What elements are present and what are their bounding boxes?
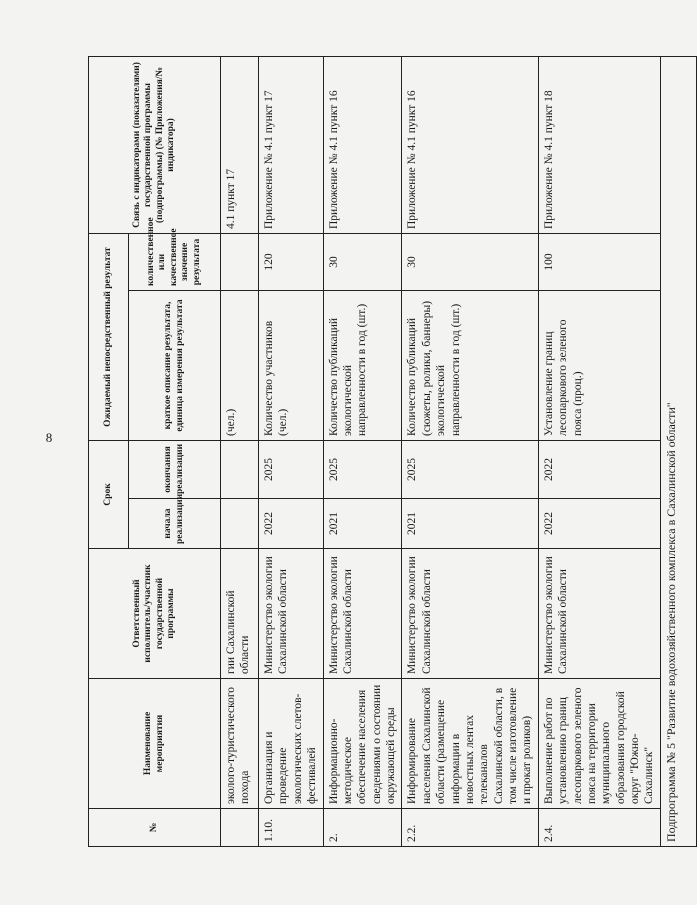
- header-expected: Ожидаемый непосредственный результат: [89, 234, 129, 441]
- row-value: [221, 234, 259, 291]
- row-value: 30: [323, 234, 402, 291]
- header-term: Срок: [89, 441, 129, 549]
- measures-table: [88, 56, 697, 847]
- row-num: [221, 809, 259, 847]
- header-quant: количественное или качественное значение результата: [129, 234, 221, 291]
- row-start: 2021: [402, 499, 538, 549]
- row-name: эколого-туристического похода: [221, 679, 259, 809]
- row-link: Приложение № 4.1 пункт 16: [323, 57, 402, 234]
- row-value: 30: [402, 234, 538, 291]
- row-num: 2.2.: [402, 809, 538, 847]
- row-name: Информирование населения Сахалинской области (размещение информации в новостных лентах телеканалов Сахалинской области, в том числе изготовление и прокат роликов): [402, 679, 538, 809]
- row-value: 120: [259, 234, 324, 291]
- row-link: Приложение № 4.1 пункт 16: [402, 57, 538, 234]
- table-row: [221, 57, 259, 847]
- table-row: [538, 57, 660, 847]
- header-link: Связь с индикаторами (показателями) государственной программы (подпрограммы) (№ Приложения/№ индикатора): [89, 57, 221, 234]
- subprogram-row: [660, 57, 696, 847]
- row-desc: Количество публикаций экологической направленности в год (шт.): [323, 291, 402, 441]
- row-end: 2022: [538, 441, 660, 499]
- row-desc: (чел.): [221, 291, 259, 441]
- row-desc: Установление границ лесопаркового зеленого пояса (проц.): [538, 291, 660, 441]
- row-end: 2025: [323, 441, 402, 499]
- header-name: Наименование мероприятия: [89, 679, 221, 809]
- row-start: 2021: [323, 499, 402, 549]
- table-row: [402, 57, 538, 847]
- subprogram-title: Подпрограмма № 5 "Развитие водохозяйственного комплекса в Сахалинской области": [660, 57, 696, 847]
- row-responsible: Министерство экологии Сахалинской области: [323, 549, 402, 679]
- row-name: Выполнение работ по установлению границ лесопаркового зеленого пояса на территории муниципального образования городской округ "Южно-Сахалинск": [538, 679, 660, 809]
- row-start: 2022: [538, 499, 660, 549]
- rotated-table-container: [88, 57, 678, 847]
- row-start: [221, 499, 259, 549]
- row-responsible: гии Сахалинской области: [221, 549, 259, 679]
- header-responsible: Ответственный исполнитель/участник государственной программы: [89, 549, 221, 679]
- row-num: 1.10.: [259, 809, 324, 847]
- row-name: Информационно-методическое обеспечение населения сведениями о состоянии окружающей среды: [323, 679, 402, 809]
- header-num: №: [89, 809, 221, 847]
- table-row: [323, 57, 402, 847]
- header-row-1: [89, 57, 129, 847]
- row-responsible: Министерство экологии Сахалинской области: [538, 549, 660, 679]
- row-num: 2.: [323, 809, 402, 847]
- row-name: Организация и проведение экологических слетов-фестивалей: [259, 679, 324, 809]
- row-end: 2025: [402, 441, 538, 499]
- page-number: 8: [45, 430, 53, 445]
- header-end: окончания реализации: [129, 441, 221, 499]
- row-value: 100: [538, 234, 660, 291]
- row-end: [221, 441, 259, 499]
- row-link: Приложение № 4.1 пункт 17: [259, 57, 324, 234]
- row-link: 4.1 пункт 17: [221, 57, 259, 234]
- row-desc: Количество участников (чел.): [259, 291, 324, 441]
- header-short-desc: краткое описание результата, единица измерения результата: [129, 291, 221, 441]
- row-responsible: Министерство экологии Сахалинской области: [259, 549, 324, 679]
- header-start: начала реализации: [129, 499, 221, 549]
- row-responsible: Министерство экологии Сахалинской области: [402, 549, 538, 679]
- table-row: [259, 57, 324, 847]
- row-num: 2.4.: [538, 809, 660, 847]
- row-desc: Количество публикаций (сюжеты, ролики, баннеры) экологической направленности в год (шт.): [402, 291, 538, 441]
- row-end: 2025: [259, 441, 324, 499]
- row-link: Приложение № 4.1 пункт 18: [538, 57, 660, 234]
- row-start: 2022: [259, 499, 324, 549]
